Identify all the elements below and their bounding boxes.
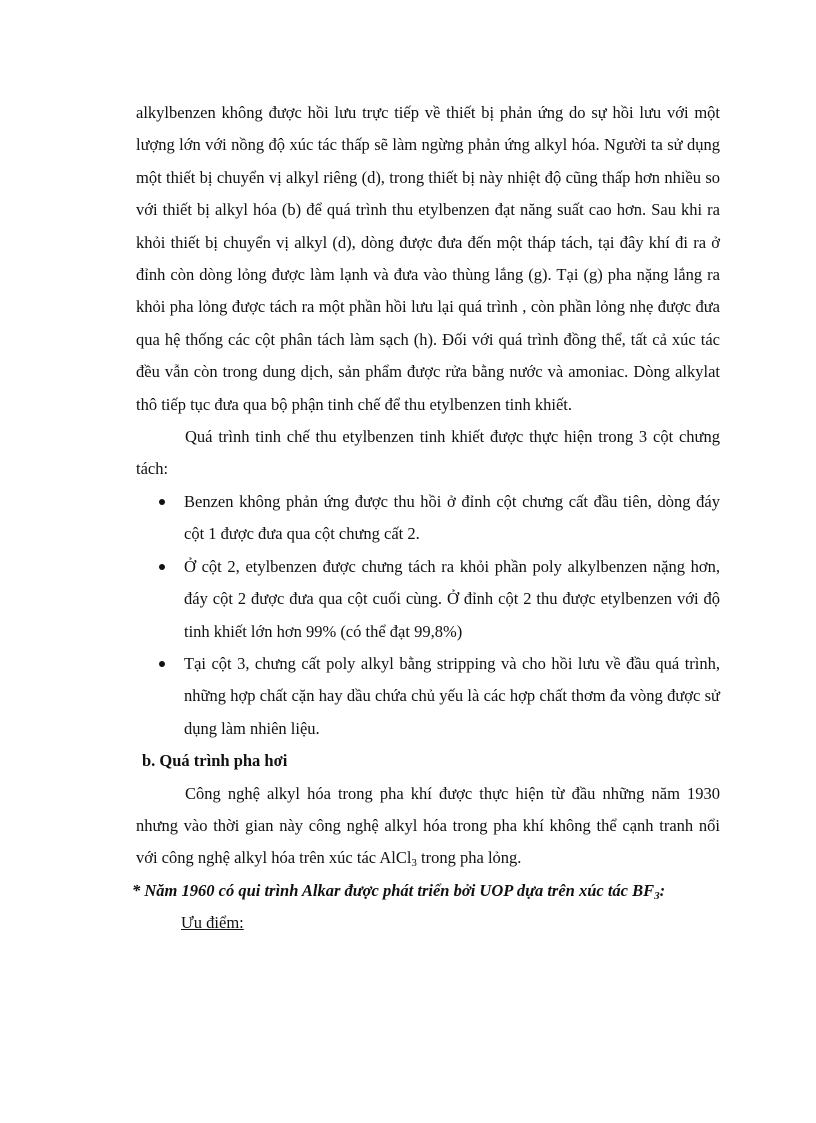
paragraph-3-text: Công nghệ alkyl hóa trong pha khí được thực hiện từ đầu những năm 1930 nhưng vào thời gian này công nghệ alkyl hóa trong pha khí không thể cạnh tranh nổi với công nghệ alkyl hóa trên xúc tác AlCl	[136, 783, 720, 868]
bullet-text: Tại cột 3, chưng cất poly alkyl bằng stripping và cho hồi lưu về đầu quá trình, những hợp chất cặn hay dầu chứa chủ yếu là các hợp chất thơm đa vòng được sử dụng làm nhiên liệu.	[184, 653, 720, 738]
document-page	[132, 97, 720, 940]
bullet-text: Benzen không phản ứng được thu hồi ở đỉnh cột chưng cất đầu tiên, dòng đáy cột 1 được đưa qua cột chưng cất 2.	[184, 491, 720, 544]
list-item	[136, 486, 720, 551]
bullet-icon	[159, 499, 165, 505]
note-text: * Năm 1960 có qui trình Alkar được phát triển bởi UOP dựa trên xúc tác BF	[132, 880, 655, 900]
paragraph-3-end: trong pha lỏng.	[416, 848, 522, 868]
list-item	[136, 648, 720, 745]
subscript: 3	[411, 857, 417, 870]
bullet-icon	[159, 661, 165, 667]
paragraph-3	[136, 778, 720, 875]
section-heading: b. Quá trình pha hơi	[142, 751, 288, 771]
advantages-label: Ưu điểm:	[181, 913, 244, 933]
note-subscript: 3	[654, 889, 660, 902]
bullet-list	[136, 486, 720, 745]
bullet-icon	[159, 564, 165, 570]
note-end: :	[659, 880, 666, 900]
bullet-text: Ở cột 2, etylbenzen được chưng tách ra khỏi phần poly alkylbenzen nặng hơn, đáy cột 2 được đưa qua cột cuối cùng. Ở đỉnh cột 2 thu được etylbenzen với độ tinh khiết lớn hơn 99% (có thể đạt 99,8%)	[184, 556, 720, 641]
paragraph-2: Quá trình tinh chế thu etylbenzen tinh khiết được thực hiện trong 3 cột chưng tách:	[136, 427, 720, 479]
list-item	[136, 551, 720, 648]
paragraph-1: alkylbenzen không được hồi lưu trực tiếp về thiết bị phản ứng do sự hồi lưu với một lượng lớn với nồng độ xúc tác thấp sẽ làm ngừng phản ứng alkyl hóa. Người ta sử dụng một thiết bị chuyển vị alkyl riêng (d), trong thiết bị này nhiệt độ cũng thấp hơn nhiều so với thiết bị alkyl hóa (b) để quá trình thu etylbenzen đạt năng suất cao hơn. Sau khi ra khỏi thiết bị chuyển vị alkyl (d), dòng được đưa đến một tháp tách, tại đây khí đi ra ở đỉnh còn dòng lỏng được làm lạnh và đưa vào thùng lắng (g). Tại (g) pha nặng lắng ra khỏi pha lỏng được tách ra một phần hồi lưu lại quá trình , còn phần lỏng nhẹ được đưa qua hệ thống các cột phân tách làm sạch (h). Đối với quá trình đồng thể, tất cả xúc tác đều vẫn còn trong dung dịch, sản phẩm được rửa bằng nước và amoniac. Dòng alkylat thô tiếp tục đưa qua bộ phận tinh chế để thu etylbenzen tinh khiết.	[136, 103, 720, 414]
note-line	[132, 875, 720, 907]
